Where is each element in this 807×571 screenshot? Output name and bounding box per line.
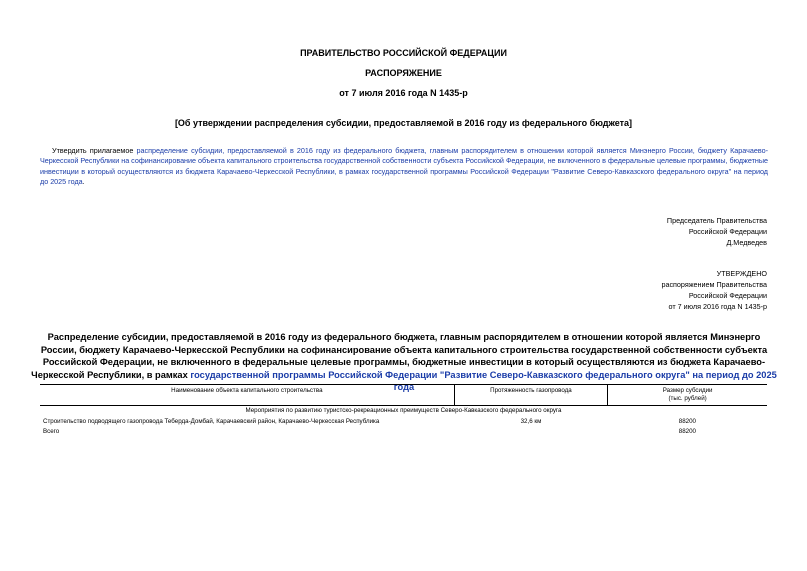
table-section-row — [40, 406, 767, 417]
document-title: [Об утверждении распределения субсидии, предоставляемой в 2016 году из федерального бюджета] — [174, 118, 633, 128]
signature-block — [567, 215, 767, 248]
table-total-row — [40, 427, 767, 438]
row-name: Строительство подводящего газопровода Теберда-Домбай, Карачаевский район, Карачаево-Черкесская Республика — [43, 417, 380, 425]
section-label: Мероприятия по развитию туристско-рекреационных преимуществ Северо-Кавказского федерального округа — [245, 407, 562, 414]
distribution-link[interactable]: распределение субсидии, предоставляемой в 2016 году из федерального бюджета, главным распорядителем в отношении которой является Минэнерго России, бюджету Карачаево-Черкесской Республики на софинансирование объекта капитального строительства государственной собственности субъекта Российской Федерации, не включенного в федеральные целевые программы, бюджетные инвестиции в который осуществляются из бюджета Карачаево-Черкесской Республики, в рамках государственной программы Российской Федерации "Развитие Северо-Кавказского федерального округа" на период до 2025 года — [40, 146, 769, 187]
paragraph-text: Утвердить прилагаемое — [52, 146, 137, 155]
col-header-name: Наименование объекта капитального строительства — [40, 385, 454, 406]
table-header-row — [40, 385, 767, 406]
total-size: 88200 — [678, 428, 696, 435]
appendix-title-text: Распределение субсидии, предоставляемой в 2016 году из федерального бюджета, главным распорядителем в отношении которой является Минэнерго России, бюджету Карачаево-Черкесской Республики на софинансирование объекта капитального строительства государственной собственности субъекта Российской Федерации, не включенного в федеральные целевые программы, бюджетные инвестиции в который осуществляются из бюджета Карачаево-Черкесской Республики, в рамках — [31, 332, 768, 380]
document-type: РАСПОРЯЖЕНИЕ — [365, 68, 442, 78]
signature-position: Председатель Правительства — [666, 216, 767, 225]
program-link[interactable]: государственной программы Российской Федерации "Развитие Северо-Кавказского федерального округа" на период до 2025 года — [190, 369, 777, 393]
approved-date: от 7 июля 2016 года N 1435-р — [668, 302, 767, 311]
document-date-number: от 7 июля 2016 года N 1435-р — [339, 88, 468, 98]
paragraph-end: . — [82, 177, 85, 187]
approved-by: распоряжением Правительства — [661, 280, 767, 289]
subsidy-table — [40, 384, 767, 438]
row-size: 88200 — [678, 417, 696, 425]
government-heading: ПРАВИТЕЛЬСТВО РОССИЙСКОЙ ФЕДЕРАЦИИ — [300, 48, 507, 58]
col-header-size — [608, 385, 767, 406]
row-length: 32,6 км — [520, 417, 542, 425]
table-row — [40, 417, 767, 428]
total-length — [454, 427, 608, 438]
col-header-length: Протяженность газопровода — [454, 385, 608, 406]
approval-block — [567, 268, 767, 312]
col-header-size-line2: (тыс. рублей) — [668, 395, 707, 402]
approved-label: УТВЕРЖДЕНО — [716, 269, 767, 278]
signature-name: Д.Медведев — [726, 238, 767, 247]
signature-position-cont: Российской Федерации — [688, 227, 767, 236]
col-header-size-line1: Размер субсидии — [662, 387, 713, 394]
order-paragraph — [40, 146, 768, 188]
approved-by-cont: Российской Федерации — [688, 291, 767, 300]
total-label: Всего — [43, 428, 60, 435]
